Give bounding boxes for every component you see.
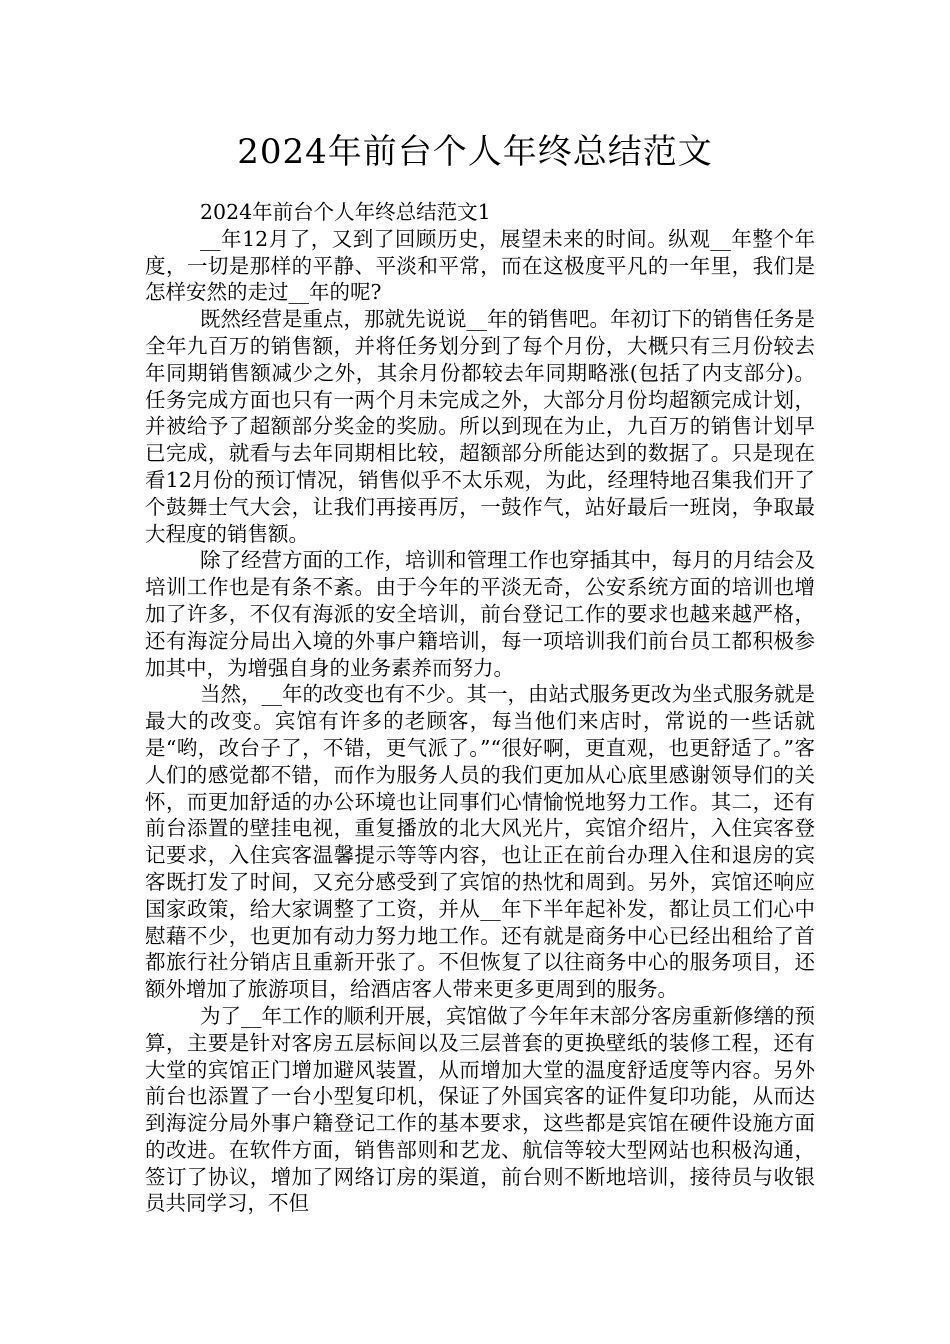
paragraph-5: 为了__年工作的顺利开展，宾馆做了今年年末部分客房重新修缮的预算，主要是针对客房五层标间以及三层普套的更换壁纸的装修工程，还有大堂的宾馆正门增加避风装置，从而增加大堂的温度舒适度等内容。另外前台也添置了一台小型复印机，保证了外国宾客的证件复印功能，从而达到海淀分局外事户籍登记工作的基本要求，这些都是宾馆在硬件设施方面的改进。在软件方面，销售部则和艺龙、航信等较大型网站也积极沟通，签订了协议，增加了网络订房的渠道，前台则不断地培训，接待员与收银员共同学习，不但	[145, 1003, 815, 1216]
paragraph-2: 既然经营是重点，那就先说说__年的销售吧。年初订下的销售任务是全年九百万的销售额，并将任务划分到了每个月份，大概只有三月份较去年同期销售额减少之外，其余月份都较去年同期略涨(包括了内支部分)。任务完成方面也只有一两个月未完成之外，大部分月份均超额完成计划，并被给予了超额部分奖金的奖励。所以到现在为止，九百万的销售计划早已完成，就看与去年同期相比较，超额部分所能达到的数据了。只是现在看12月份的预订情况，销售似乎不太乐观，为此，经理特地召集我们开了个鼓舞士气大会，让我们再接再厉，一鼓作气，站好最后一班岗，争取最大程度的销售额。	[145, 307, 815, 546]
section-heading: 2024年前台个人年终总结范文1	[200, 200, 491, 224]
document-title: 2024年前台个人年终总结范文	[237, 132, 713, 172]
document-body	[145, 199, 815, 1217]
paragraph-1: __年12月了，又到了回顾历史，展望未来的时间。纵观__年整个年度，一切是那样的平静、平淡和平常，而在这极度平凡的一年里，我们是怎样安然的走过__年的呢?	[145, 226, 815, 305]
paragraph-4: 当然，__年的改变也有不少。其一，由站式服务更改为坐式服务就是最大的改变。宾馆有许多的老顾客，每当他们来店时，常说的一些话就是“哟，改台子了，不错，更气派了。”“很好啊，更直观，也更舒适了。”客人们的感觉都不错，而作为服务人员的我们更加从心底里感谢领导们的关怀，而更加舒适的办公环境也让同事们心情愉悦地努力工作。其二，还有前台添置的壁挂电视，重复播放的北大风光片，宾馆介绍片，入住宾客登记要求，入住宾客温馨提示等等内容，也让正在前台办理入住和退房的宾客既打发了时间，又充分感受到了宾馆的热忱和周到。另外，宾馆还响应国家政策，给大家调整了工资，并从__年下半年起补发，都让员工们心中慰藉不少，也更加有动力努力地工作。还有就是商务中心已经出租给了首都旅行社分销店且重新开张了。不但恢复了以往商务中心的服务项目，还额外增加了旅游项目，给酒店客人带来更多更周到的服务。	[145, 682, 815, 1002]
paragraph-3: 除了经营方面的工作，培训和管理工作也穿插其中，每月的月结会及培训工作也是有条不紊。由于今年的平淡无奇，公安系统方面的培训也增加了许多，不仅有海派的安全培训，前台登记工作的要求也越来越严格，还有海淀分局出入境的外事户籍培训，每一项培训我们前台员工都积极参加其中，为增强自身的业务素养而努力。	[145, 548, 815, 680]
